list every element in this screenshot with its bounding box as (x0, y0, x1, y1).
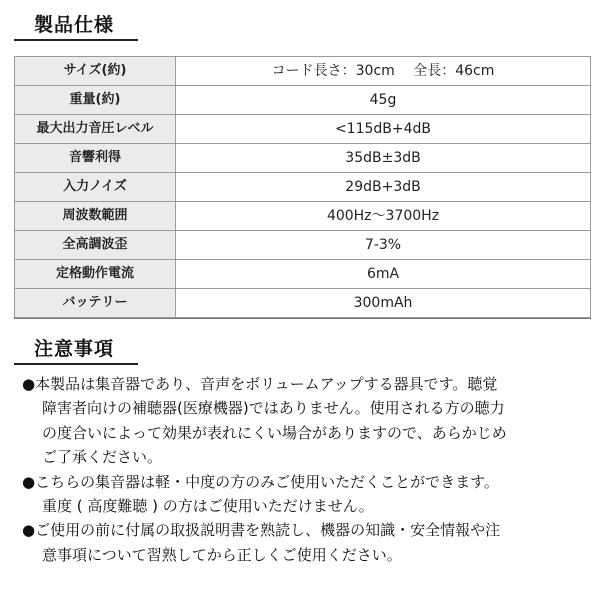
spec-value: 7-3% (176, 231, 591, 260)
table-row (15, 57, 591, 86)
spec-label: 入力ノイズ (15, 173, 176, 202)
spec-label: 最大出力音圧レベル (15, 115, 176, 144)
spec-value: 6mA (176, 260, 591, 289)
note-line: ●こちらの集音器は軽・中度の方のみご使用いただくことができます。 (22, 472, 499, 491)
spec-value: 29dB+3dB (176, 173, 591, 202)
table-row (15, 173, 591, 202)
spec-label: サイズ(約) (15, 57, 176, 86)
spec-value: 35dB±3dB (176, 144, 591, 173)
note-line: ●本製品は集音器であり、音声をボリュームアップする器具です。聴覚 (22, 375, 498, 393)
table-row (15, 144, 591, 173)
table-row (15, 231, 591, 260)
spec-title-underline (14, 39, 138, 41)
spec-value: <115dB+4dB (176, 115, 591, 144)
spec-value: 400Hz～3700Hz (176, 202, 591, 231)
section-divider (14, 318, 591, 319)
table-row (15, 260, 591, 289)
spec-label: 重量(約) (15, 86, 176, 115)
table-row (15, 115, 591, 144)
spec-label: 音響利得 (15, 144, 176, 173)
spec-label: 定格動作電流 (15, 260, 176, 289)
spec-section-title: 製品仕様 (34, 14, 115, 36)
spec-label: 全高調波歪 (15, 231, 176, 260)
notes-title-underline (14, 363, 138, 365)
note-line: 意事項について習熟してから正しくご使用ください。 (42, 545, 402, 564)
spec-table (14, 56, 591, 318)
table-row (15, 289, 591, 318)
spec-label: 周波数範囲 (15, 202, 176, 231)
note-line: の度合いによって効果が表れにくい場合がありますので、あらかじめ (42, 423, 507, 442)
notes-section-title: 注意事項 (34, 338, 115, 360)
note-line: 障害者向けの補聴器(医療機器)ではありません。使用される方の聴力 (42, 399, 505, 418)
table-row (15, 202, 591, 231)
spec-label: バッテリー (15, 289, 176, 318)
notes-list (22, 372, 582, 567)
note-line: ご了承ください。 (42, 448, 163, 467)
spec-value: コード長さ：30cm 全長：46cm (176, 57, 591, 86)
spec-value: 45g (176, 86, 591, 115)
spec-value: 300mAh (176, 289, 591, 318)
note-line: ●ご使用の前に付属の取扱説明書を熟読し、機器の知識・安全情報や注 (22, 521, 501, 540)
table-row (15, 86, 591, 115)
note-line: 重度 ( 高度難聴 ) の方はご使用いただけません。 (42, 497, 374, 516)
